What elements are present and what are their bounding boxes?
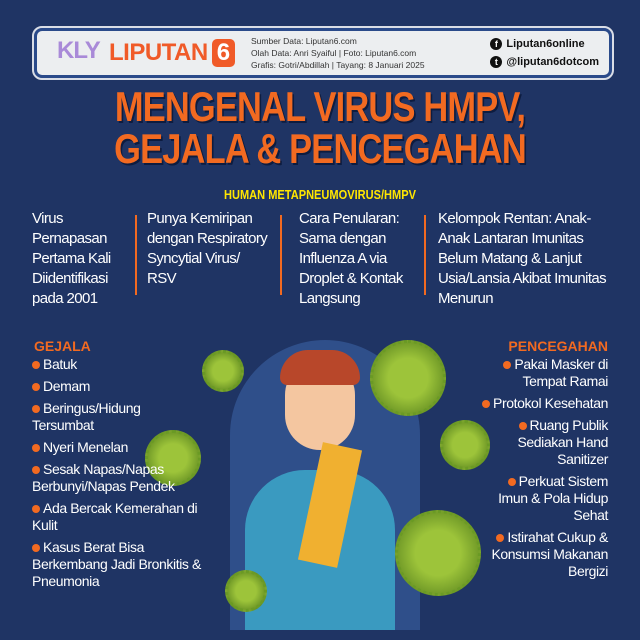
fact-1: Virus Pernapasan Pertama Kali Diidentifikasi pada 2001: [32, 210, 111, 307]
bullet-icon: [32, 444, 40, 452]
fact-4: Kelompok Rentan: Anak-Anak Lantaran Imunitas Belum Matang & Lanjut Usia/Lansia Akibat Imunitas Menurun: [438, 210, 607, 307]
list-item: [32, 356, 202, 373]
item-text: Perkuat Sistem Imun & Pola Hidup Sehat: [498, 473, 608, 523]
pencegahan-list: [478, 356, 608, 585]
page-title: [58, 83, 583, 172]
list-item: [478, 417, 608, 468]
credit-data: Olah Data: Anri Syaiful | Foto: Liputan6.com: [251, 48, 417, 58]
virus-icon: [395, 510, 481, 596]
gejala-heading: GEJALA: [34, 338, 91, 354]
item-text: Nyeri Menelan: [43, 439, 129, 455]
gejala-list: [32, 356, 202, 595]
divider: [424, 215, 426, 295]
list-item: [478, 395, 608, 412]
header-banner: [34, 28, 612, 78]
credit-source: Sumber Data: Liputan6.com: [251, 36, 357, 46]
bullet-icon: [32, 405, 40, 413]
bullet-icon: [508, 478, 516, 486]
divider: [280, 215, 282, 295]
virus-icon: [225, 570, 267, 612]
virus-icon: [202, 350, 244, 392]
bullet-icon: [32, 505, 40, 513]
bullet-icon: [482, 400, 490, 408]
list-item: [32, 461, 202, 495]
bullet-icon: [32, 383, 40, 391]
facebook-link[interactable]: [490, 35, 599, 53]
bullet-icon: [32, 466, 40, 474]
virus-icon: [370, 340, 446, 416]
list-item: [32, 400, 202, 434]
list-item: [32, 439, 202, 456]
bullet-icon: [503, 361, 511, 369]
item-text: Ada Bercak Kemerahan di Kulit: [32, 500, 198, 533]
fact-3: Cara Penularan: Sama dengan Influenza A via Droplet & Kontak Langsung: [299, 210, 403, 307]
bullet-icon: [32, 361, 40, 369]
liputan6-logo: [109, 39, 235, 67]
bullet-icon: [496, 534, 504, 542]
fact-2: Punya Kemiripan dengan Respiratory Syncytial Virus/ RSV: [147, 210, 268, 287]
item-text: Demam: [43, 378, 91, 394]
list-item: [32, 539, 202, 590]
bullet-icon: [32, 544, 40, 552]
facebook-handle: Liputan6online: [506, 38, 585, 50]
title-line-2: GEJALA & PENCEGAHAN: [114, 125, 526, 172]
list-item: [32, 378, 202, 395]
facebook-icon: f: [490, 38, 502, 50]
item-text: Ruang Publik Sediakan Hand Sanitizer: [517, 417, 608, 467]
pencegahan-heading: PENCEGAHAN: [508, 338, 608, 354]
twitter-handle: @liputan6dotcom: [506, 56, 599, 68]
list-item: [478, 473, 608, 524]
subtitle: HUMAN METAPNEUMOVIRUS/HMPV: [224, 187, 416, 202]
item-text: Pakai Masker di Tempat Ramai: [514, 356, 608, 389]
divider: [135, 215, 137, 295]
item-text: Beringus/Hidung Tersumbat: [32, 400, 141, 433]
twitter-link[interactable]: [490, 53, 599, 71]
kly-logo: KLY: [57, 37, 100, 64]
list-item: [32, 500, 202, 534]
title-line-1: MENGENAL VIRUS HMPV,: [114, 83, 526, 130]
brand-number: 6: [212, 39, 235, 67]
brand-text: LIPUTAN: [109, 39, 208, 66]
credits: [251, 35, 425, 71]
item-text: Sesak Napas/Napas Berbunyi/Napas Pendek: [32, 461, 175, 494]
item-text: Istirahat Cukup & Konsumsi Makanan Bergizi: [491, 529, 608, 579]
social-links: [490, 35, 599, 71]
twitter-icon: t: [490, 56, 502, 68]
item-text: Batuk: [43, 356, 77, 372]
bullet-icon: [519, 422, 527, 430]
item-text: Kasus Berat Bisa Berkembang Jadi Bronkitis & Pneumonia: [32, 539, 201, 589]
list-item: [478, 529, 608, 580]
credit-graphics: Grafis: Gotri/Abdillah | Tayang: 8 Januari 2025: [251, 60, 425, 70]
item-text: Protokol Kesehatan: [493, 395, 608, 411]
list-item: [478, 356, 608, 390]
